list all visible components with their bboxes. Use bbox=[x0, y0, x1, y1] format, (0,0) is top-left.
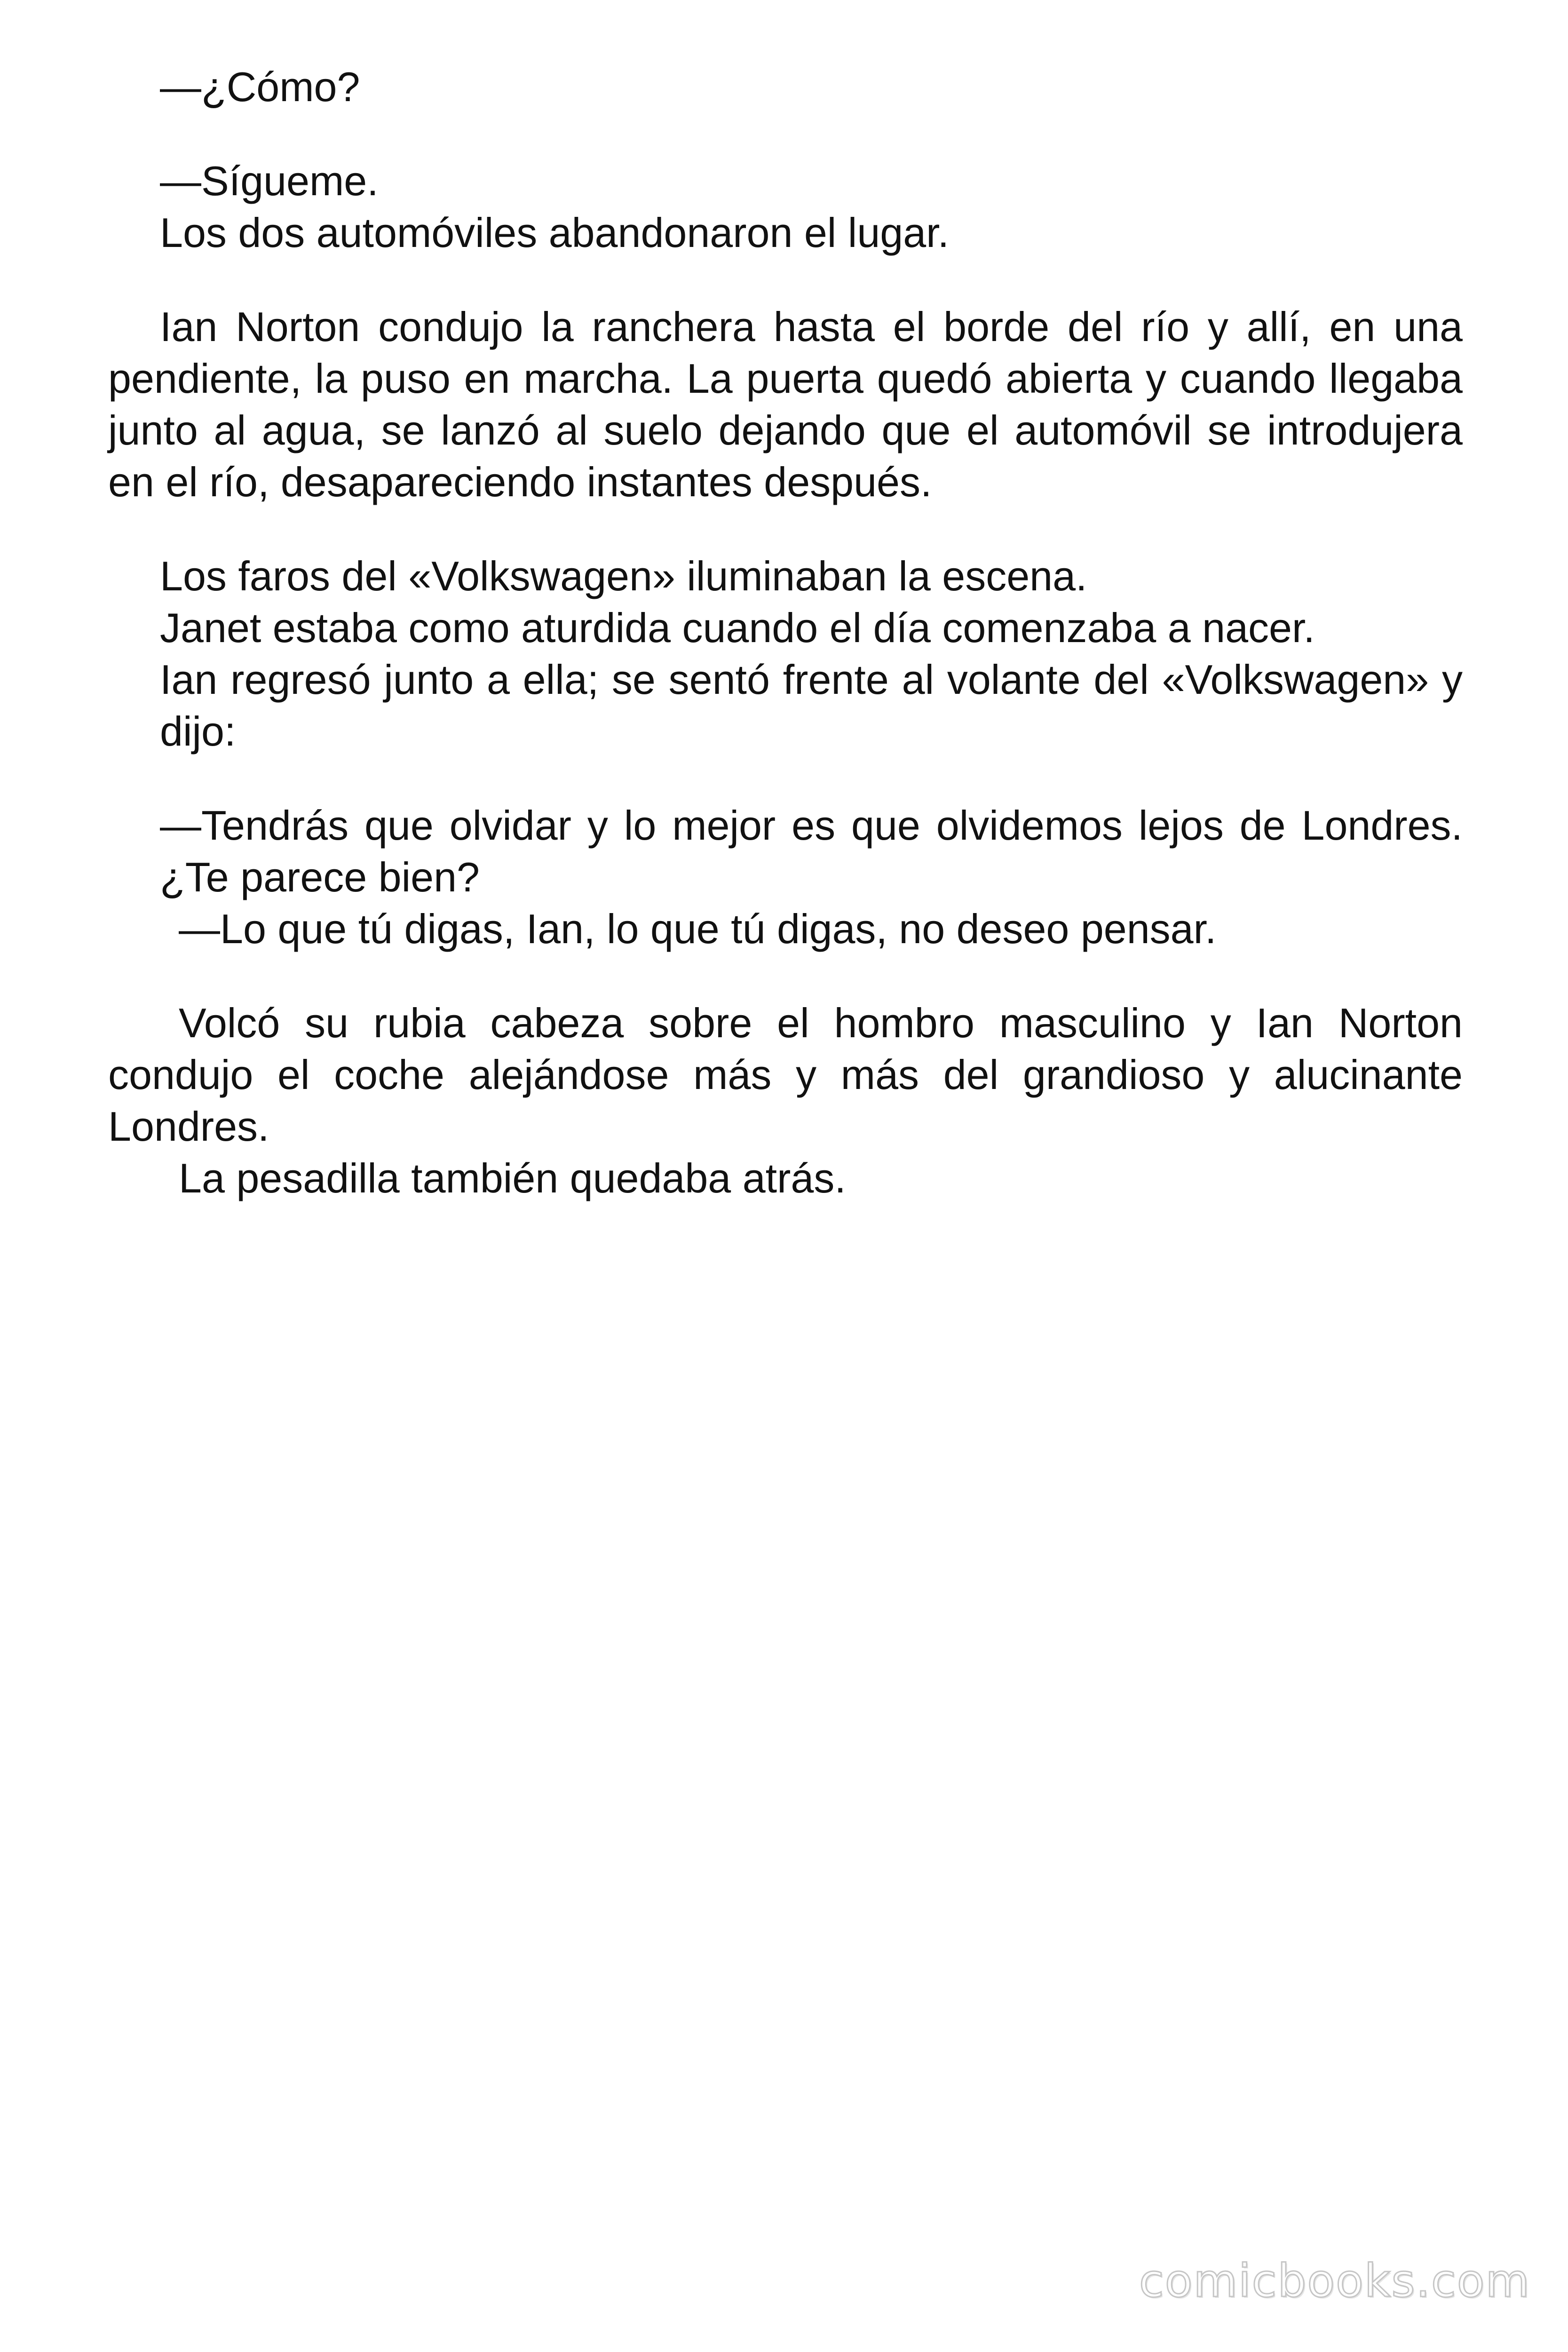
paragraph: La pesadilla también quedaba atrás. bbox=[179, 1155, 846, 1201]
paragraph: —Sígueme. bbox=[160, 158, 379, 204]
paragraph: Ian Norton condujo la ranchera hasta el borde del río y allí, en una pendiente, la puso en marcha. La puerta quedó abierta y cuando llegaba junto al agua, se lanzó al suelo dejando que el automóvil se introdujera en el río, desapareciendo instantes después. bbox=[108, 303, 1463, 505]
paragraph: —¿Cómo? bbox=[160, 64, 360, 110]
body-text bbox=[108, 61, 1463, 1204]
paragraph: Ian regresó junto a ella; se sentó frente al volante del «Volkswagen» y dijo: bbox=[160, 656, 1463, 755]
watermark: comicbooks.com bbox=[1139, 2255, 1530, 2307]
paragraph: —Lo que tú digas, Ian, lo que tú digas, no deseo pensar. bbox=[179, 906, 1217, 952]
paragraph: Janet estaba como aturdida cuando el día comenzaba a nacer. bbox=[160, 604, 1315, 651]
paragraph: Volcó su rubia cabeza sobre el hombro masculino y Ian Norton condujo el coche alejándose más y más del grandioso y alucinante Londres. bbox=[108, 1000, 1463, 1150]
paragraph: Los dos automóviles abandonaron el lugar. bbox=[160, 209, 950, 256]
paragraph: —Tendrás que olvidar y lo mejor es que olvidemos lejos de Londres. ¿Te parece bien? bbox=[160, 802, 1463, 900]
paragraph: Los faros del «Volkswagen» iluminaban la escena. bbox=[160, 553, 1087, 599]
